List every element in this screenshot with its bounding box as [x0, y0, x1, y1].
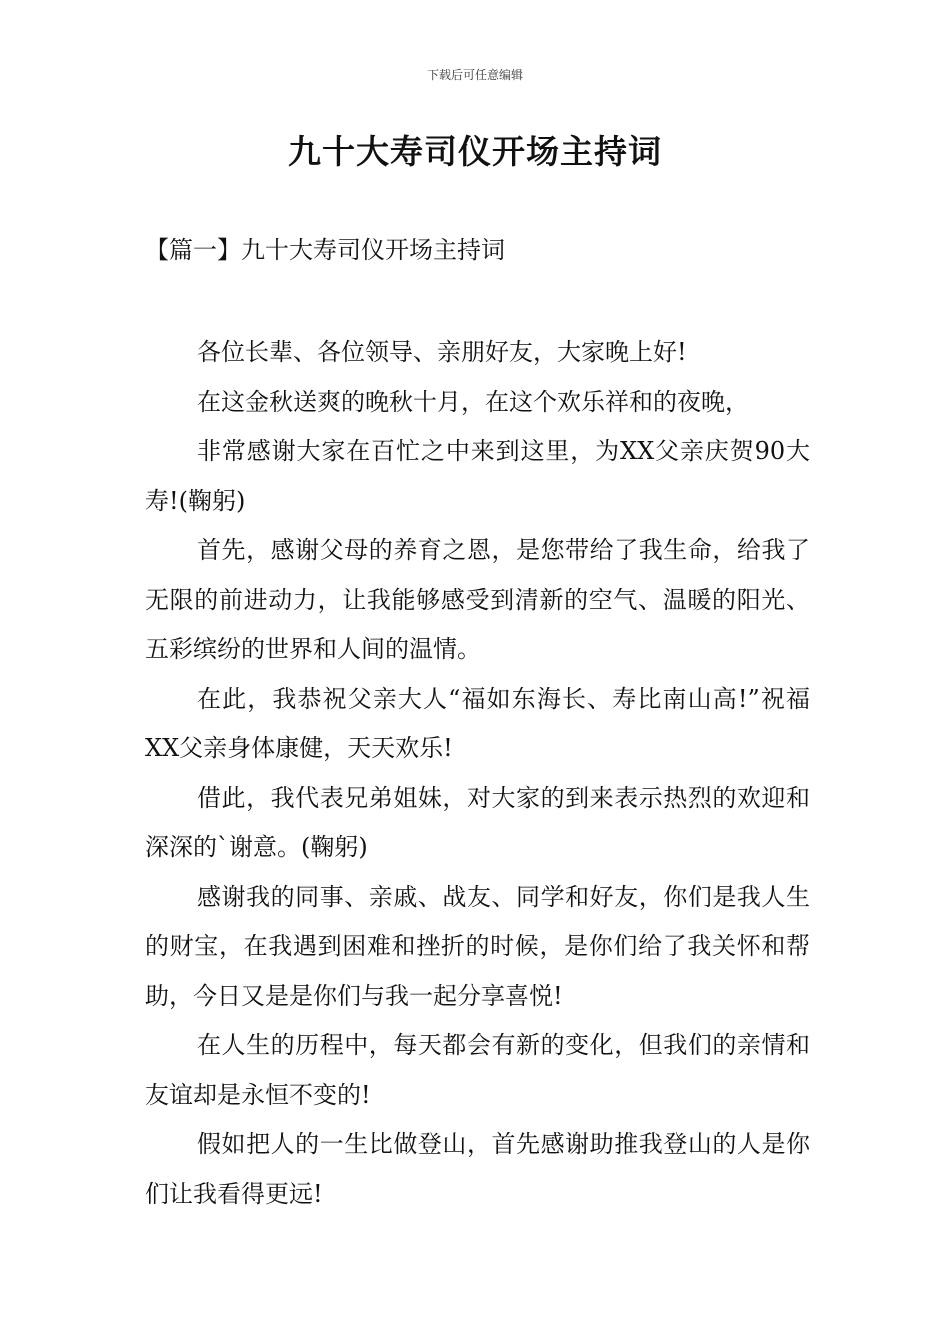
paragraph: 假如把人的一生比做登山，首先感谢助推我登山的人是你们让我看得更远! [145, 1130, 810, 1208]
section-heading: 【篇一】九十大寿司仪开场主持词 [145, 236, 505, 264]
header-note: 下载后可任意编辑 [426, 68, 523, 82]
document-title: 九十大寿司仪开场主持词 [288, 132, 662, 171]
paragraph: 在这金秋送爽的晚秋十月，在这个欢乐祥和的夜晚， [197, 387, 749, 416]
paragraph: 各位长辈、各位领导、亲朋好友，大家晚上好! [197, 338, 687, 366]
paragraph: 首先，感谢父母的养育之恩，是您带给了我生命，给我了无限的前进动力，让我能够感受到清新的空气、温暖的阳光、五彩缤纷的世界和人间的温情。 [145, 536, 810, 663]
body-text [145, 328, 810, 1219]
paragraph: 在此，我恭祝父亲大人“福如东海长、寿比南山高!”祝福XX父亲身体康健，天天欢乐! [145, 684, 810, 762]
paragraph: 借此，我代表兄弟姐妹，对大家的到来表示热烈的欢迎和深深的`谢意。(鞠躬) [145, 783, 810, 861]
paragraph: 在人生的历程中，每天都会有新的变化，但我们的亲情和友谊却是永恒不变的! [145, 1031, 810, 1109]
paragraph: 非常感谢大家在百忙之中来到这里，为XX父亲庆贺90大寿!(鞠躬) [145, 437, 810, 515]
paragraph: 感谢我的同事、亲戚、战友、同学和好友，你们是我人生的财宝，在我遇到困难和挫折的时候，是你们给了我关怀和帮助，今日又是是你们与我一起分享喜悦! [145, 882, 810, 1010]
